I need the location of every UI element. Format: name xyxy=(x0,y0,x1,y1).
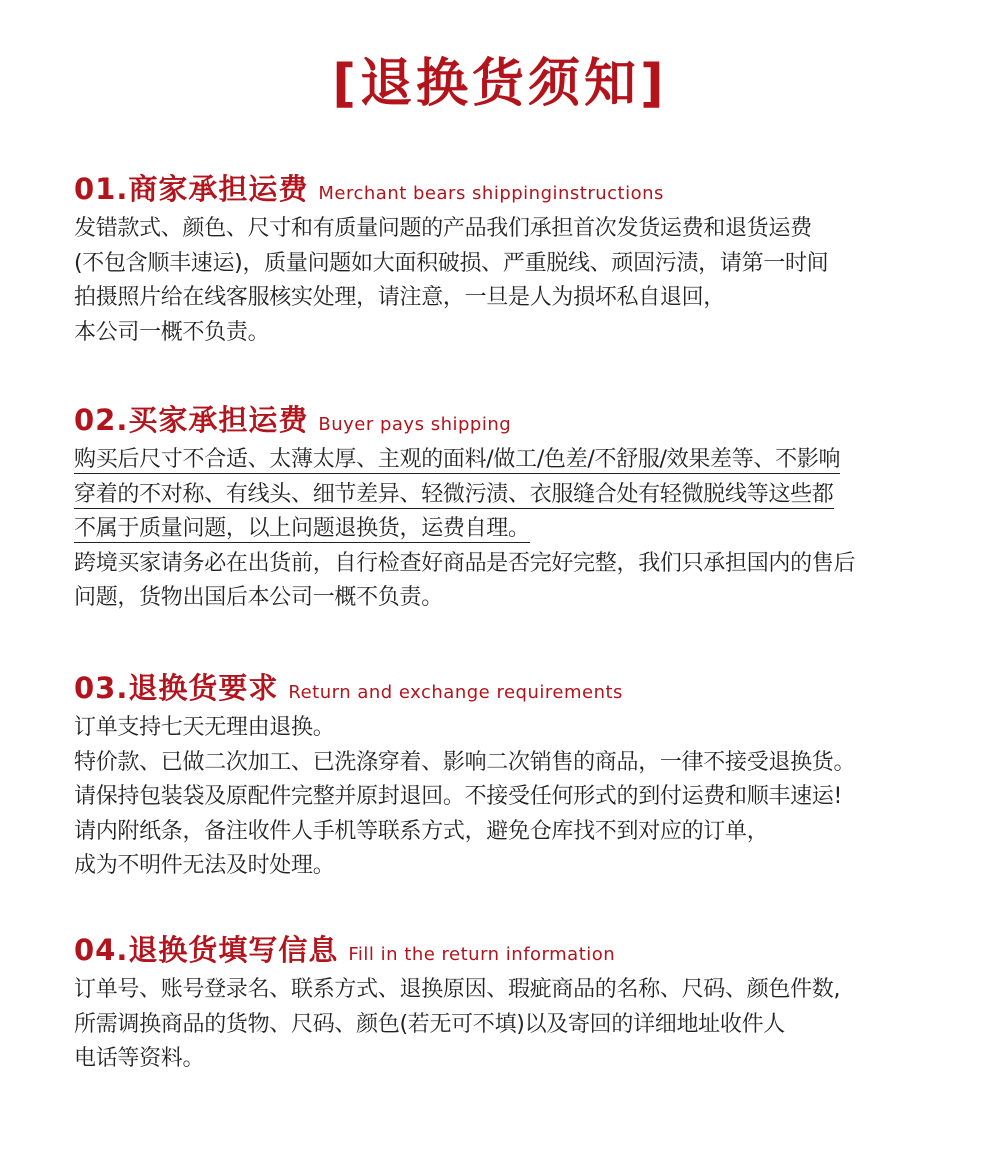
body-line: 本公司一概不负责。 xyxy=(74,319,270,345)
section-subtitle: Buyer pays shipping xyxy=(318,414,512,435)
section-title: 03.退换货要求 xyxy=(74,671,279,705)
section-title: 02.买家承担运费 xyxy=(74,403,309,437)
underlined-line: 穿着的不对称、有线头、细节差异、轻微污渍、衣服缝合处有轻微脱线等这些都 xyxy=(74,481,834,507)
section-heading xyxy=(74,169,944,209)
body-line: (不包含顺丰速运)，质量问题如大面积破损、严重脱线、顽固污渍，请第一时间 xyxy=(74,250,829,276)
underlined-line: 购买后尺寸不合适、太薄太厚、主观的面料/做工/色差/不舒服/效果差等、不影响 xyxy=(74,447,841,472)
section-subtitle: Fill in the return information xyxy=(348,944,616,965)
section-heading xyxy=(74,400,944,440)
section-buyer-pays xyxy=(74,400,944,616)
body-line: 请内附纸条，备注收件人手机等联系方式，避免仓库找不到对应的订单， xyxy=(74,818,769,844)
section-heading xyxy=(74,668,944,708)
section-subtitle: Return and exchange requirements xyxy=(288,682,623,703)
body-line: 请保持包装袋及原配件完整并原封退回。不接受任何形式的到付运费和顺丰速运! xyxy=(74,784,843,809)
body-line: 所需调换商品的货物、尺码、颜色(若无可不填)以及寄回的详细地址收件人 xyxy=(74,1011,785,1037)
section-heading xyxy=(74,930,944,970)
body-line: 电话等资料。 xyxy=(74,1046,205,1071)
section-subtitle: Merchant bears shippinginstructions xyxy=(318,183,664,204)
section-merchant-pays xyxy=(74,169,944,350)
body-line: 订单号、账号登录名、联系方式、退换原因、瑕疵商品的名称、尺码、颜色件数, xyxy=(74,977,841,1002)
underlined-line: 不属于质量问题，以上问题退换货，运费自理。 xyxy=(74,516,530,541)
body-line: 订单支持七天无理由退换。 xyxy=(74,715,335,740)
section-return-requirements xyxy=(74,668,944,884)
section-title: 04.退换货填写信息 xyxy=(74,933,339,967)
section-return-info xyxy=(74,930,944,1077)
section-title: 01.商家承担运费 xyxy=(74,172,309,206)
page-title: [退换货须知] xyxy=(332,54,668,114)
body-line: 问题，货物出国后本公司一概不负责。 xyxy=(74,585,443,610)
body-line: 拍摄照片给在线客服核实处理，请注意，一旦是人为损坏私自退回， xyxy=(74,285,726,310)
body-line: 成为不明件无法及时处理。 xyxy=(74,853,335,878)
body-line: 特价款、已做二次加工、已洗涤穿着、影响二次销售的商品，一律不接受退换货。 xyxy=(74,749,856,775)
body-line: 发错款式、颜色、尺寸和有质量问题的产品我们承担首次发货运费和退货运费 xyxy=(74,216,812,241)
body-line: 跨境买家请务必在出货前，自行检查好商品是否完好完整，我们只承担国内的售后 xyxy=(74,550,856,576)
